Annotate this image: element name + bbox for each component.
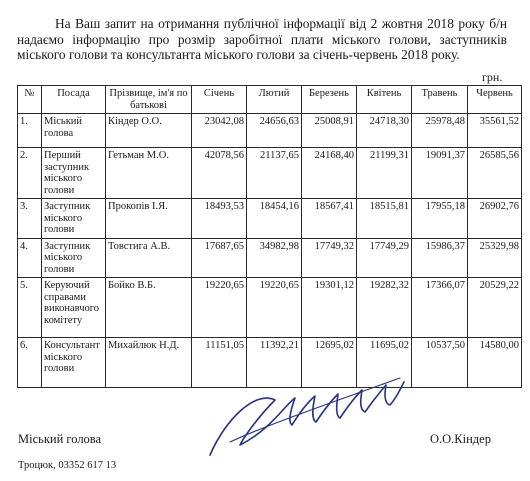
header-february: Лютий bbox=[247, 86, 302, 114]
row-february: 19220,65 bbox=[247, 278, 302, 338]
row-may: 15986,37 bbox=[412, 238, 468, 278]
header-january: Січень bbox=[192, 86, 247, 114]
row-position: Заступник міського голови bbox=[42, 238, 106, 278]
table-header-row bbox=[18, 86, 522, 114]
row-name: Гетьман М.О. bbox=[106, 148, 192, 199]
row-january: 18493,53 bbox=[192, 199, 247, 239]
row-february: 18454,16 bbox=[247, 199, 302, 239]
row-march: 12695,02 bbox=[302, 338, 357, 388]
table-row bbox=[18, 278, 522, 338]
row-may: 17366,07 bbox=[412, 278, 468, 338]
row-number: 3. bbox=[18, 199, 42, 239]
row-february: 24656,63 bbox=[247, 114, 302, 148]
row-position: Міський голова bbox=[42, 114, 106, 148]
row-june: 35561,52 bbox=[468, 114, 522, 148]
row-name: Товстига А.В. bbox=[106, 238, 192, 278]
row-number: 2. bbox=[18, 148, 42, 199]
row-position: Заступник міського голови bbox=[42, 199, 106, 239]
mayor-name: О.О.Кіндер bbox=[430, 432, 491, 446]
row-may: 19091,37 bbox=[412, 148, 468, 199]
table-row bbox=[18, 148, 522, 199]
row-february: 21137,65 bbox=[247, 148, 302, 199]
row-march: 17749,32 bbox=[302, 238, 357, 278]
currency-unit: грн. bbox=[482, 70, 503, 84]
row-may: 25978,48 bbox=[412, 114, 468, 148]
row-april: 21199,31 bbox=[357, 148, 412, 199]
row-january: 17687,65 bbox=[192, 238, 247, 278]
header-june: Червень bbox=[468, 86, 522, 114]
header-position: Посада bbox=[42, 86, 106, 114]
row-march: 25008,91 bbox=[302, 114, 357, 148]
row-january: 23042,08 bbox=[192, 114, 247, 148]
row-june: 26902,76 bbox=[468, 199, 522, 239]
row-april: 19282,32 bbox=[357, 278, 412, 338]
row-june: 14580,00 bbox=[468, 338, 522, 388]
header-may: Травень bbox=[412, 86, 468, 114]
header-march: Березень bbox=[302, 86, 357, 114]
table-row bbox=[18, 238, 522, 278]
row-position: Керуючий справами виконавчого комітету bbox=[42, 278, 106, 338]
header-number: № bbox=[18, 86, 42, 114]
row-may: 10537,50 bbox=[412, 338, 468, 388]
row-january: 11151,05 bbox=[192, 338, 247, 388]
row-name: Бойко В.Б. bbox=[106, 278, 192, 338]
row-june: 20529,22 bbox=[468, 278, 522, 338]
row-name: Михайлюк Н.Д. bbox=[106, 338, 192, 388]
row-june: 25329,98 bbox=[468, 238, 522, 278]
intro-paragraph: На Ваш запит на отримання публічної інформації від 2 жовтня 2018 року б/н надаємо інформацію про розмір заробітної плати міського голови, заступників міського голови та консультанта міського голови за січень-червень 2018 року. bbox=[17, 16, 507, 63]
row-number: 4. bbox=[18, 238, 42, 278]
row-march: 19301,12 bbox=[302, 278, 357, 338]
row-june: 26585,56 bbox=[468, 148, 522, 199]
row-march: 24168,40 bbox=[302, 148, 357, 199]
row-name: Прокопів І.Я. bbox=[106, 199, 192, 239]
contact-info: Троцюк, 03352 617 13 bbox=[18, 460, 117, 471]
signature-image bbox=[200, 350, 410, 470]
salary-table bbox=[17, 85, 522, 388]
row-april: 24718,30 bbox=[357, 114, 412, 148]
table-row bbox=[18, 114, 522, 148]
row-april: 17749,29 bbox=[357, 238, 412, 278]
row-january: 42078,56 bbox=[192, 148, 247, 199]
row-number: 6. bbox=[18, 338, 42, 388]
row-april: 18515,81 bbox=[357, 199, 412, 239]
row-march: 18567,41 bbox=[302, 199, 357, 239]
table-row bbox=[18, 199, 522, 239]
row-position: Перший заступник міського голови bbox=[42, 148, 106, 199]
row-position: Консультант міського голови bbox=[42, 338, 106, 388]
row-number: 5. bbox=[18, 278, 42, 338]
row-february: 11392,21 bbox=[247, 338, 302, 388]
mayor-title: Міський голова bbox=[18, 432, 102, 446]
row-january: 19220,65 bbox=[192, 278, 247, 338]
row-february: 34982,98 bbox=[247, 238, 302, 278]
row-may: 17955,18 bbox=[412, 199, 468, 239]
header-full-name: Прізвище, ім'я по батькові bbox=[106, 86, 192, 114]
row-number: 1. bbox=[18, 114, 42, 148]
row-april: 11695,02 bbox=[357, 338, 412, 388]
header-april: Квітень bbox=[357, 86, 412, 114]
row-name: Кіндер О.О. bbox=[106, 114, 192, 148]
